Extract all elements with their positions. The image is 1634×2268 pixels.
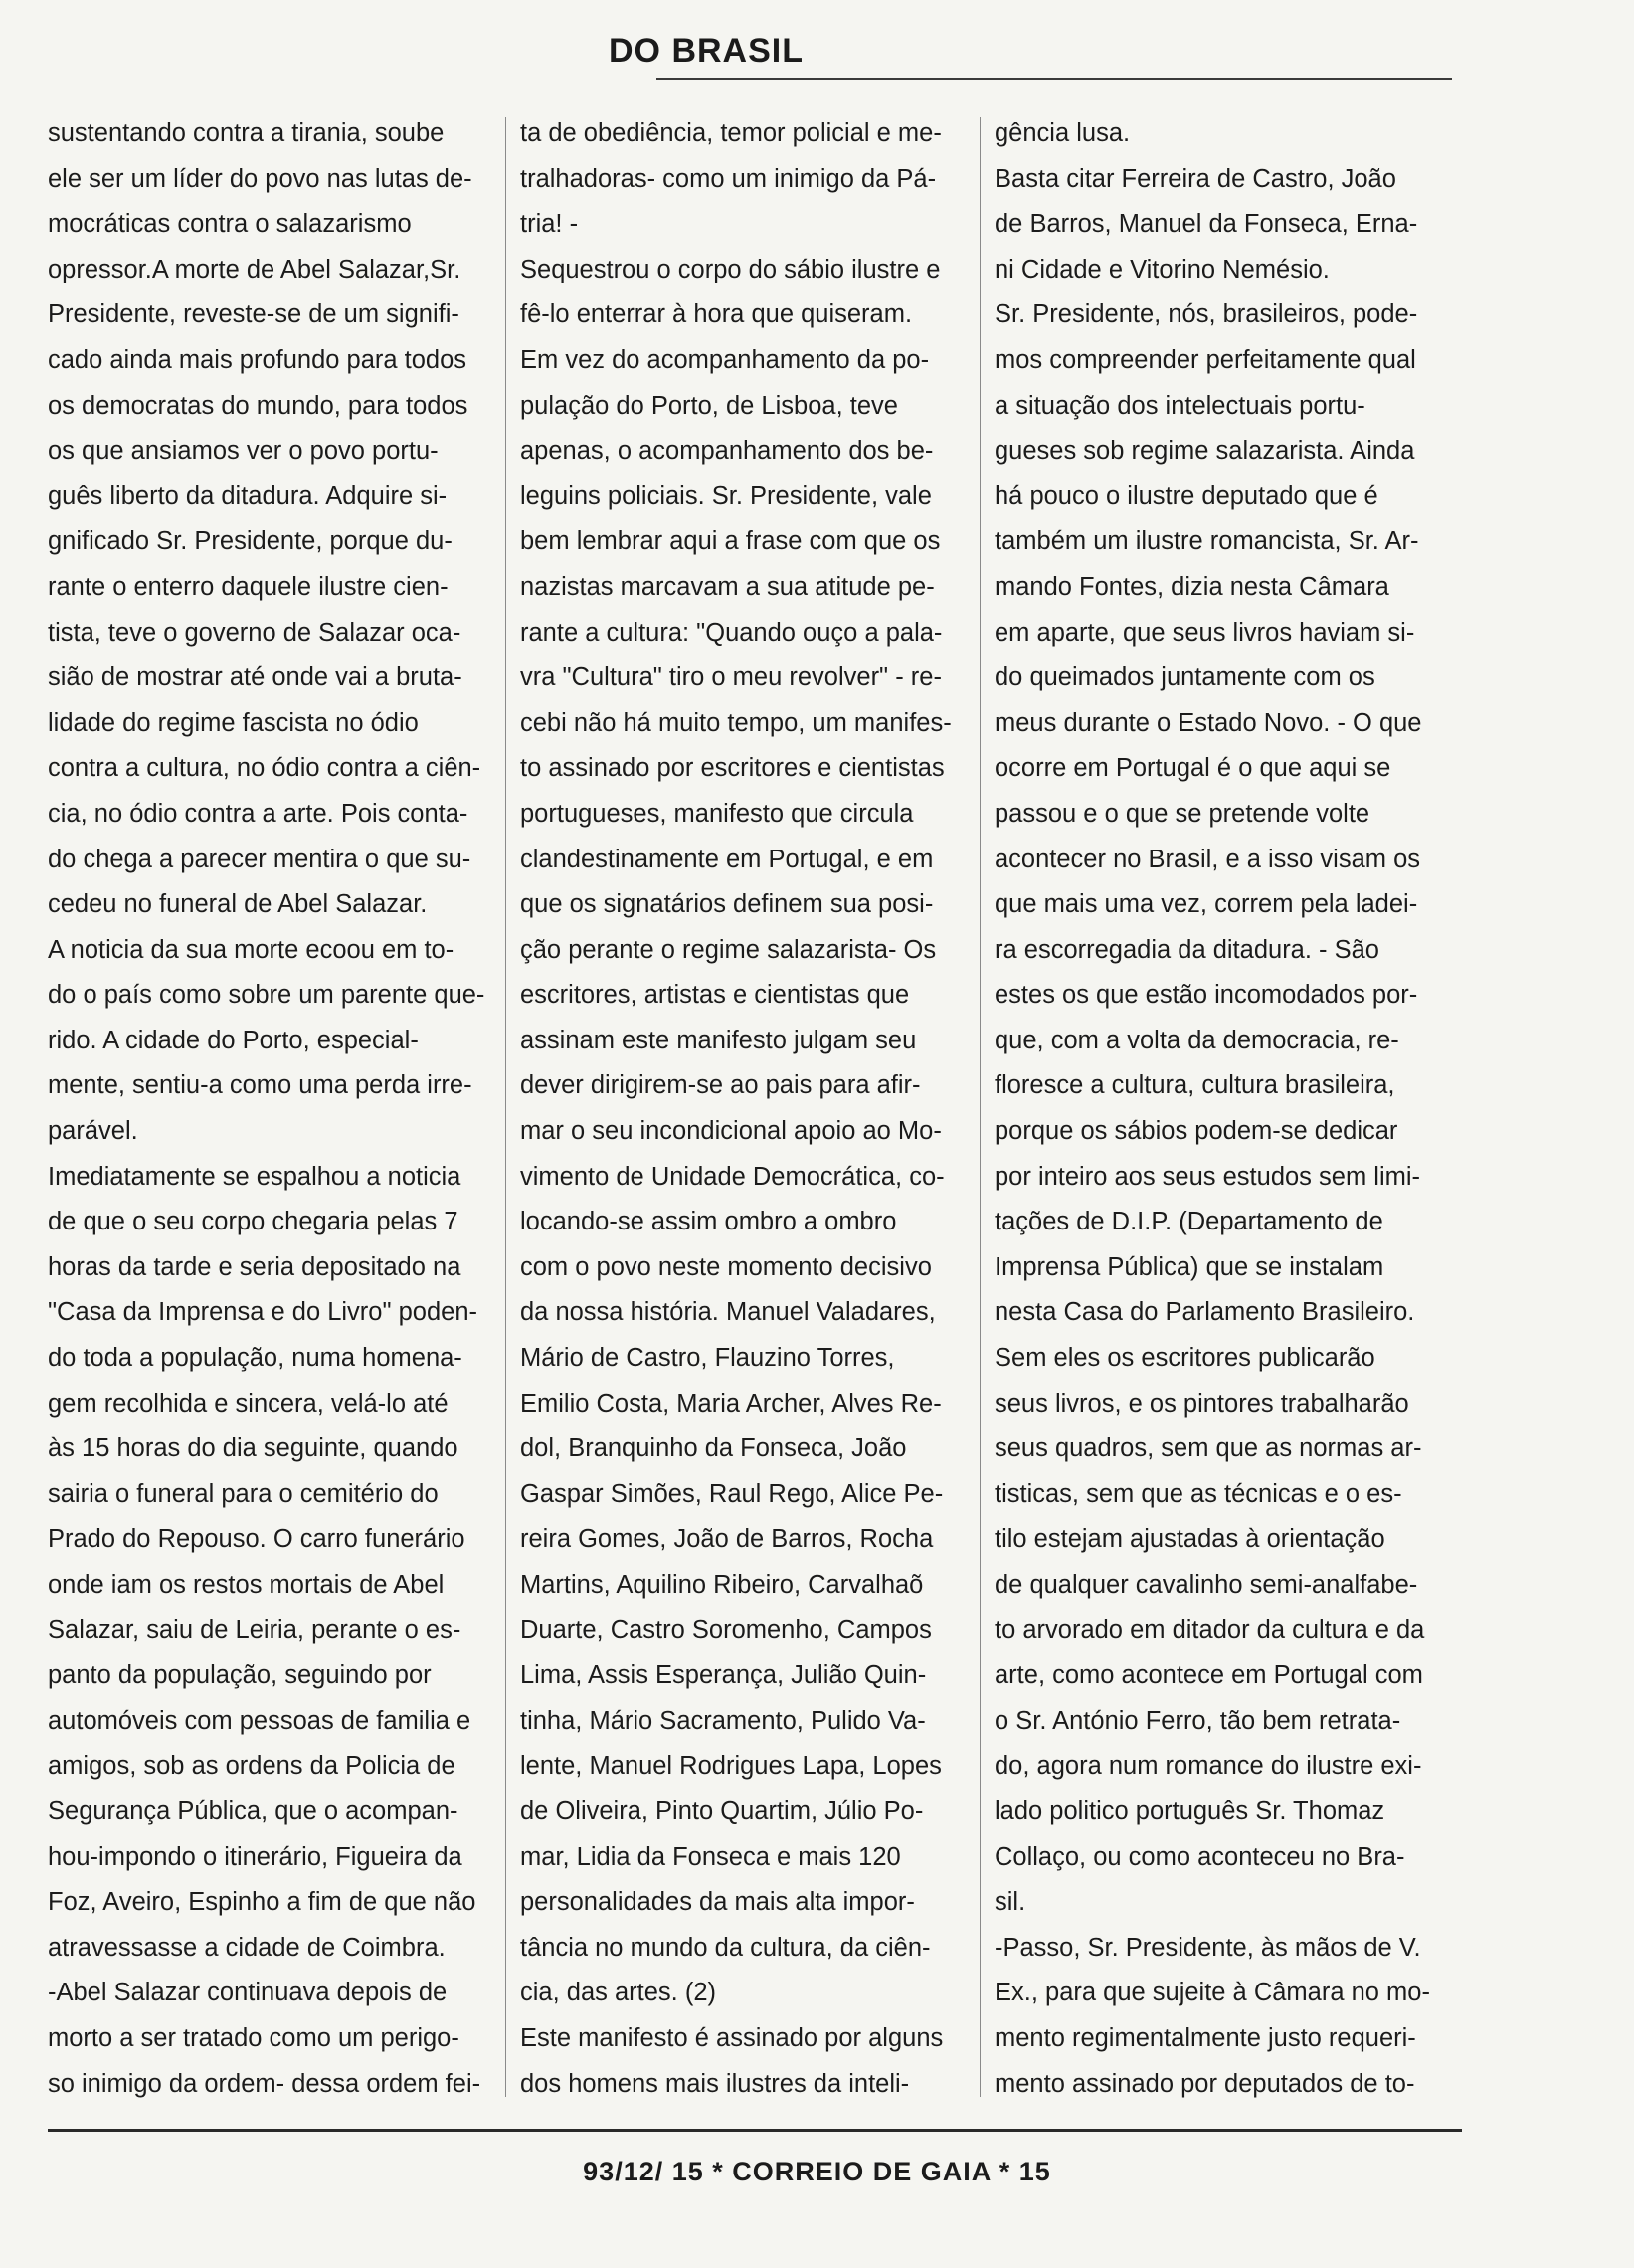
paragraph: -Abel Salazar continuava depois de morto a ser tratado como um perigo- so inimigo da ordem- dessa ordem fei- <box>48 1979 481 2098</box>
paragraph: sustentando contra a tirania, soube ele ser um líder do povo nas lutas de- mocráticas contra o salazarismo opressor.A morte de Abel Salazar,Sr. Presidente, reveste-se de um signifi- cado ainda mais profundo para todos os democratas do mundo, para todos os que ansiamos ver o povo portu- guês liberto da ditadura. Adquire si- gnificado Sr. Presidente, porque du- rante o enterro daquele ilustre cien- tista, teve o governo de Salazar oca- sião de mostrar até onde vai a bruta- lidade do regime fascista no ódio contra a cultura, no ódio contra a ciên- cia, no ódio contra a arte. Pois conta- do chega a parecer mentira o que su- cedeu no funeral de Abel Salazar. <box>48 119 481 919</box>
page-title: DO BRASIL <box>609 32 804 70</box>
text-column-2 <box>520 111 970 2107</box>
page-footer: 93/12/ 15 * CORREIO DE GAIA * 15 <box>583 2157 1051 2186</box>
text-column-1 <box>48 111 497 2107</box>
paragraph: -Passo, Sr. Presidente, às mãos de V. Ex., para que sujeite à Câmara no mo- mento regimentalmente justo requeri- mento assinado por deputados de to- <box>995 1933 1430 2098</box>
header-rule <box>656 78 1452 80</box>
paragraph: Este manifesto é assinado por alguns dos homens mais ilustres da inteli- <box>520 2023 944 2098</box>
paragraph: Imediatamente se espalhou a noticia de que o seu corpo chegaria pelas 7 horas da tarde e seria depositado na "Casa da Imprensa e do Livro" poden- do toda a população, numa homena- gem recolhida e sincera, velá-lo até às 15 horas do dia seguinte, quando sairia o funeral para o cemitério do Prado do Repouso. O carro funerário onde iam os restos mortais de Abel Salazar, saiu de Leiria, perante o es- panto da população, seguindo por automóveis com pessoas de familia e amigos, sob as ordens da Policia de Segurança Pública, que o acompan- hou-impondo o itinerário, Figueira da Foz, Aveiro, Espinho a fim de que não atravessasse a cidade de Coimbra. <box>48 1162 478 1962</box>
footer-rule <box>48 2129 1462 2132</box>
text-column-3 <box>995 111 1444 2107</box>
column-divider <box>505 117 506 2097</box>
paragraph: ta de obediência, temor policial e me- tralhadoras- como um inimigo da Pá- tria! - <box>520 119 942 239</box>
column-divider <box>980 117 981 2097</box>
paragraph: Sequestrou o corpo do sábio ilustre e fê-lo enterrar à hora que quiseram. Em vez do acompanhamento da po- pulação do Porto, de Lisboa, teve apenas, o acompanhamento dos be- leguins policiais. Sr. Presidente, vale bem lembrar aqui a frase com que os nazistas marcavam a sua atitude pe- rante a cultura: "Quando ouço a pala- vra "Cultura" tiro o meu revolver" - re- cebi não há muito tempo, um manifes- to assinado por escritores e cientistas portugueses, manifesto que circula clandestinamente em Portugal, e em que os signatários definem sua posi- ção perante o regime salazarista- Os escritores, artistas e cientistas que assinam este manifesto julgam seu dever dirigirem-se ao pais para afir- mar o seu incondicional apoio ao Mo- vimento de Unidade Democrática, co- locando-se assim ombro a ombro com o povo neste momento decisivo da nossa história. Manuel Valadares, Mário de Castro, Flauzino Torres, Emilio Costa, Maria Archer, Alves Re- dol, Branquinho da Fonseca, João Gaspar Simões, Raul Rego, Alice Pe- reira Gomes, João de Barros, Rocha Martins, Aquilino Ribeiro, Carvalhaõ Duarte, Castro Soromenho, Campos Lima, Assis Esperança, Julião Quin- tinha, Mário Sacramento, Pulido Va- lente, Manuel Rodrigues Lapa, Lopes de Oliveira, Pinto Quartim, Júlio Po- mar, Lidia da Fonseca e mais 120 personalidades da mais alta impor- tância no mundo da cultura, da ciên- cia, das artes. (2) <box>520 255 952 2007</box>
paragraph: Sr. Presidente, nós, brasileiros, pode- mos compreender perfeitamente qual a situação dos intelectuais portu- gueses sob regime salazarista. Ainda há pouco o ilustre deputado que é também um ilustre romancista, Sr. Ar- mando Fontes, dizia nesta Câmara em aparte, que seus livros haviam si- do queimados juntamente com os meus durante o Estado Novo. - O que ocorre em Portugal é o que aqui se passou e o que se pretende volte acontecer no Brasil, e a isso visam os que mais uma vez, correm pela ladei- ra escorregadia da ditadura. - São estes os que estão incomodados por- que, com a volta da democracia, re- floresce a cultura, cultura brasileira, porque os sábios podem-se dedicar por inteiro aos seus estudos sem limi- tações de D.I.P. (Departamento de Imprensa Pública) que se instalam nesta Casa do Parlamento Brasileiro. Sem eles os escritores publicarão seus livros, e os pintores trabalharão seus quadros, sem que as normas ar- tisticas, sem que as técnicas e o es- tilo estejam ajustadas à orientação de qualquer cavalinho semi-analfabe- to arvorado em ditador da cultura e da arte, como acontece em Portugal com o Sr. António Ferro, tão bem retrata- do, agora num romance do ilustre exi- lado politico português Sr. Thomaz Collaço, ou como aconteceu no Bra- sil. <box>995 300 1425 1917</box>
paragraph: gência lusa. <box>995 119 1131 147</box>
paragraph: A noticia da sua morte ecoou em to- do o país como sobre um parente que- rido. A cidade do Porto, especial- mente, sentiu-a como uma perda irre- parável. <box>48 935 485 1146</box>
paragraph: Basta citar Ferreira de Castro, João de Barros, Manuel da Fonseca, Erna- ni Cidade e Vitorino Nemésio. <box>995 164 1418 284</box>
